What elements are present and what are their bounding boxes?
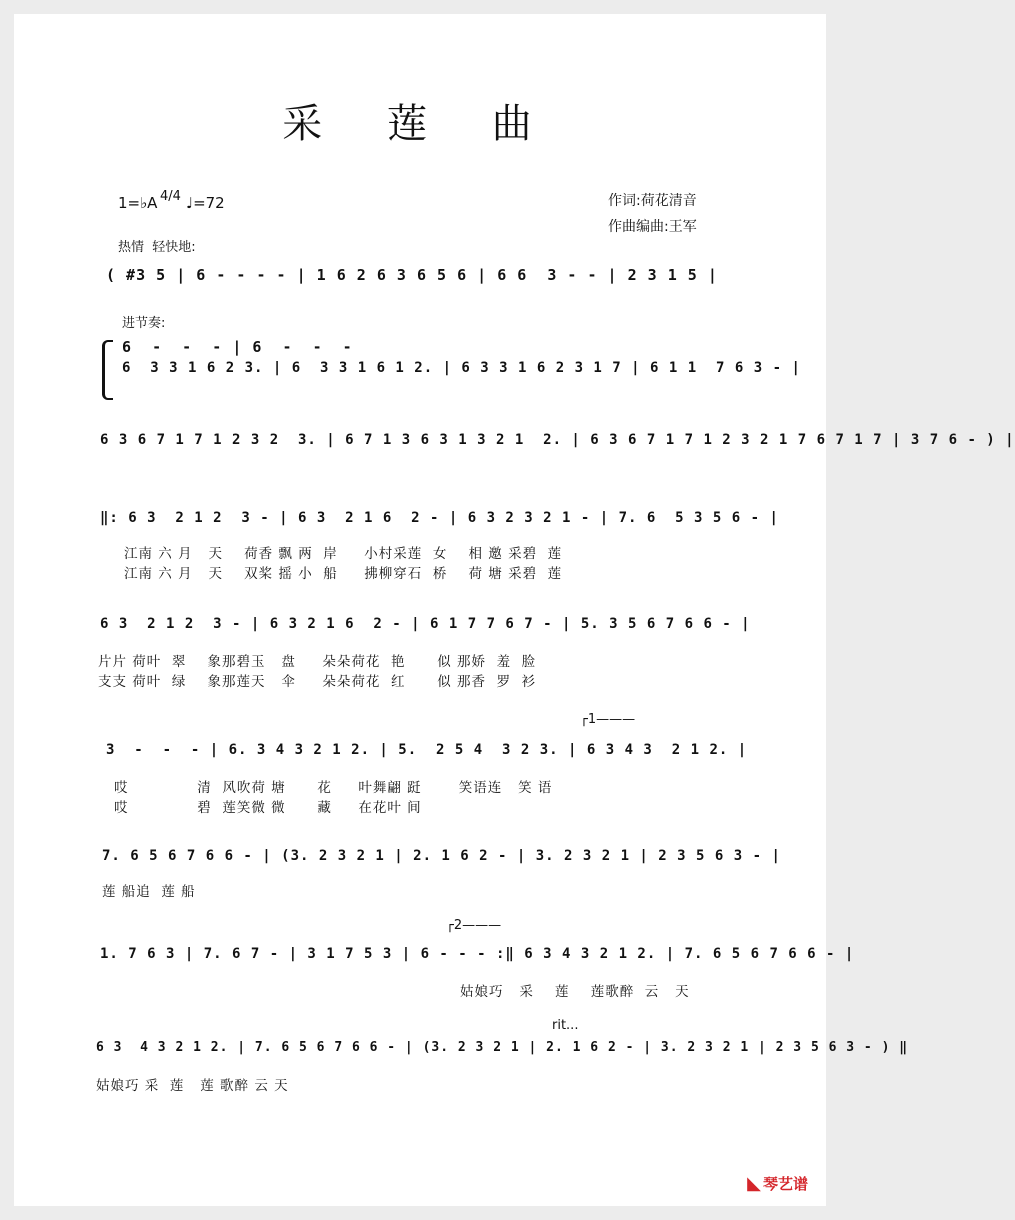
notation-line-8: 1. 7 6 3 | 7. 6 7 - | 3 1 7 5 3 | 6 - - - :‖ 6 3 4 3 2 1 2. | 7. 6 5 6 7 6 6 - |	[100, 946, 855, 962]
logo-icon: ◣	[747, 1173, 761, 1194]
lyrics-line-5-verse-2: 支支 荷叶 绿 象那莲天 伞 朵朵荷花 红 似 那香 罗 衫	[98, 674, 537, 690]
notation-line-7: 7. 6 5 6 7 6 6 - | (3. 2 3 2 1 | 2. 1 6 2 - | 3. 2 3 2 1 | 2 3 5 6 3 - |	[102, 848, 781, 864]
site-logo: ◣ 琴艺谱	[747, 1173, 808, 1194]
notation-line-2-upper: 6 - - - | 6 - - -	[122, 338, 353, 356]
lyrics-line-9: 姑娘巧 采 莲 莲 歌醉 云 天	[96, 1078, 289, 1094]
lyrics-line-6-verse-1: 哎 清 风吹荷 塘 花 叶舞翩 跹 笑语连 笑 语	[114, 780, 553, 796]
notation-line-3: 6 3 6 7 1 7 1 2 3 2 3. | 6 7 1 3 6 3 1 3 2 1 2. | 6 3 6 7 1 7 1 2 3 2 1 7 6 7 1 7 | 3 7 6 - ) |	[100, 432, 1015, 448]
score-page	[14, 14, 1015, 1206]
notation-line-6: 3 - - - | 6. 3 4 3 2 1 2. | 5. 2 5 4 3 2 3. | 6 3 4 3 2 1 2. |	[106, 742, 748, 758]
lyrics-line-4-verse-1: 江南 六 月 天 荷香 飘 两 岸 小村采莲 女 相 邀 采碧 莲	[124, 546, 563, 562]
time-signature: 4/4	[160, 189, 181, 204]
lyricist-credit: 作词:荷花清音	[608, 193, 697, 209]
notation-line-2: 6 3 3 1 6 2 3. | 6 3 3 1 6 1 2. | 6 3 3 1 6 2 3 1 7 | 6 1 1 7 6 3 - |	[122, 360, 801, 376]
ritardando-mark: rit...	[552, 1018, 579, 1033]
lyrics-line-4-verse-2: 江南 六 月 天 双桨 摇 小 船 拂柳穿石 桥 荷 塘 采碧 莲	[124, 566, 563, 582]
expression-mark: 热情 轻快地:	[118, 240, 196, 255]
system-brace	[102, 340, 113, 400]
volta-2: ┌2———	[446, 918, 502, 933]
lyrics-line-5-verse-1: 片片 荷叶 翠 象那碧玉 盘 朵朵荷花 艳 似 那娇 羞 脸	[98, 654, 537, 670]
lyrics-line-6-verse-2: 哎 碧 莲笑微 微 藏 在花叶 间	[114, 800, 422, 816]
composer-credit: 作曲编曲:王军	[608, 219, 697, 235]
song-title: 采 莲 曲	[282, 101, 558, 147]
notation-line-9: 6 3 4 3 2 1 2. | 7. 6 5 6 7 6 6 - | (3. 2 3 2 1 | 2. 1 6 2 - | 3. 2 3 2 1 | 2 3 5 6 3 - ) ‖	[96, 1040, 909, 1055]
key-signature: 1=♭A	[118, 194, 158, 212]
tempo-mark: ♩=72	[186, 194, 225, 212]
intro-label: 进节奏:	[122, 316, 166, 331]
notation-line-1: ( #3 5 | 6 - - - - | 1 6 2 6 3 6 5 6 | 6 6 3 - - | 2 3 1 5 |	[106, 266, 718, 284]
lyrics-line-7: 莲 船追 莲 船	[102, 884, 196, 900]
notation-line-5: 6 3 2 1 2 3 - | 6 3 2 1 6 2 - | 6 1 7 7 6 7 - | 5. 3 5 6 7 6 6 - |	[100, 616, 751, 632]
volta-1: ┌1———	[580, 712, 636, 727]
notation-line-4: ‖: 6 3 2 1 2 3 - | 6 3 2 1 6 2 - | 6 3 2 3 2 1 - | 7. 6 5 3 5 6 - |	[100, 510, 779, 526]
lyrics-line-8: 姑娘巧 采 莲 莲歌醉 云 天	[460, 984, 690, 1000]
